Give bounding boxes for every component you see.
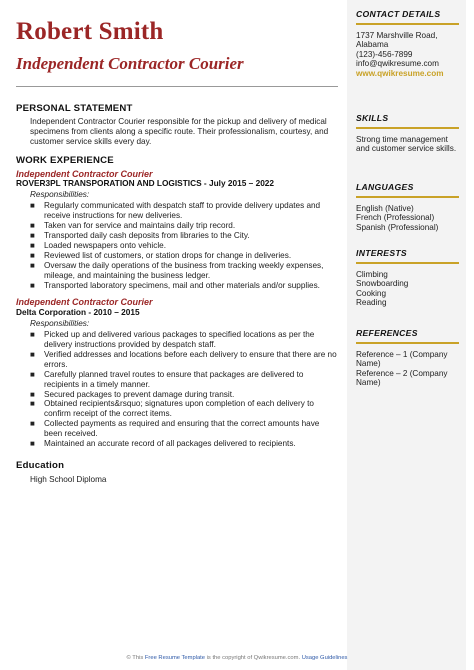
contact-address-line2: Alabama bbox=[356, 40, 389, 50]
bullet-icon: ■ bbox=[30, 419, 35, 429]
contact-email[interactable]: info@qwikresume.com bbox=[356, 59, 439, 69]
footer bbox=[0, 655, 474, 661]
duty-item: ■ Loaded newspapers onto vehicle. bbox=[30, 240, 166, 250]
contact-heading: CONTACT DETAILS bbox=[356, 10, 459, 25]
duty-item: ■ Oversaw the daily operations of the business from tracking weekly expenses, mileage, and maintaining the business ledger. bbox=[30, 260, 324, 280]
language-item: English (Native) bbox=[356, 203, 414, 213]
job-role: Independent Contractor Courier bbox=[16, 297, 153, 308]
languages-heading: LANGUAGES bbox=[356, 183, 459, 198]
bullet-icon: ■ bbox=[30, 280, 35, 290]
job-company: ROVER3PL TRANSPORATION AND LOGISTICS - July 2015 – 2022 bbox=[16, 178, 275, 189]
bullet-icon: ■ bbox=[30, 240, 35, 250]
duty-item: ■ Transported daily cash deposits from libraries to the City. bbox=[30, 230, 250, 240]
interest-item: Snowboarding bbox=[356, 279, 409, 289]
job-entry bbox=[16, 170, 338, 291]
duty-item: ■ Taken van for service and maintains daily trip record. bbox=[30, 221, 236, 231]
contact-section bbox=[356, 10, 459, 79]
bullet-icon: ■ bbox=[30, 201, 35, 211]
duty-list bbox=[16, 201, 338, 290]
duty-item: ■ Picked up and delivered various packages to specified locations as per the delivery instructions provided by despatch staff. bbox=[30, 330, 315, 350]
skills-text: Strong time management and customer service skills. bbox=[356, 134, 457, 154]
job-company: Delta Corporation - 2010 – 2015 bbox=[16, 307, 140, 318]
duty-list bbox=[16, 330, 338, 449]
skills-section bbox=[356, 114, 459, 154]
references-heading: REFERENCES bbox=[356, 329, 459, 344]
bullet-icon: ■ bbox=[30, 349, 35, 359]
duty-item: ■ Obtained recipients&rsquo; signatures upon completion of each delivery to confirm receipt of the correct items. bbox=[30, 399, 314, 419]
references-section bbox=[356, 329, 459, 388]
interest-item: Reading bbox=[356, 298, 387, 308]
job-entry bbox=[16, 298, 338, 449]
skills-heading: SKILLS bbox=[356, 114, 459, 129]
interest-item: Climbing bbox=[356, 269, 388, 279]
interest-item: Cooking bbox=[356, 288, 387, 298]
contact-phone: (123)-456-7899 bbox=[356, 49, 413, 59]
language-item: French (Professional) bbox=[356, 213, 435, 223]
reference-item: Reference – 2 (Company Name) bbox=[356, 368, 448, 388]
bullet-icon: ■ bbox=[30, 369, 35, 379]
language-item: Spanish (Professional) bbox=[356, 222, 439, 232]
free-template-link[interactable]: Free Resume Template bbox=[144, 655, 206, 661]
bullet-icon: ■ bbox=[30, 230, 35, 240]
interests-heading: INTERESTS bbox=[356, 249, 459, 264]
bullet-icon: ■ bbox=[30, 399, 35, 409]
footer-middle: is the copyright of Qwikresume.com. bbox=[205, 655, 302, 661]
duty-item: ■ Verified addresses and locations before each delivery to ensure that there are no errors. bbox=[30, 349, 337, 369]
bullet-icon: ■ bbox=[30, 389, 35, 399]
statement-heading: PERSONAL STATEMENT bbox=[16, 103, 133, 114]
statement-text: Independent Contractor Courier responsible for the pickup and delivery of medical specimens from clients along a specific route. Their professionalism, courtesy, and customer service skills every day. bbox=[30, 116, 329, 146]
usage-guidelines-link[interactable]: Usage Guidelines bbox=[301, 655, 348, 661]
languages-section bbox=[356, 183, 459, 232]
bullet-icon: ■ bbox=[30, 260, 35, 270]
duty-item: ■ Secured packages to prevent damage during transit. bbox=[30, 389, 235, 399]
interests-section bbox=[356, 249, 459, 308]
work-heading: WORK EXPERIENCE bbox=[16, 154, 114, 166]
reference-item: Reference – 1 (Company Name) bbox=[356, 349, 448, 369]
responsibilities-label: Responsibilities: bbox=[30, 319, 90, 329]
header-divider bbox=[16, 86, 338, 87]
duty-item: ■ Reviewed list of customers, or station drops for change in deliveries. bbox=[30, 250, 292, 260]
candidate-title: Independent Contractor Courier bbox=[16, 54, 244, 73]
main-column bbox=[16, 104, 338, 485]
contact-address-line1: 1737 Marshville Road, bbox=[356, 30, 438, 40]
duty-item: ■ Collected payments as required and ensuring that the correct amounts have been received. bbox=[30, 419, 320, 439]
bullet-icon: ■ bbox=[30, 439, 35, 449]
duty-item: ■ Carefully planned travel routes to ensure that packages are delivered to recipients in a timely manner. bbox=[30, 369, 304, 389]
sidebar bbox=[347, 0, 466, 670]
bullet-icon: ■ bbox=[30, 330, 35, 340]
education-item: High School Diploma bbox=[30, 474, 107, 484]
contact-website[interactable]: www.qwikresume.com bbox=[356, 68, 444, 78]
duty-item: ■ Maintained an accurate record of all packages delivered to recipients. bbox=[30, 439, 296, 449]
duty-item: ■ Transported laboratory specimens, mail and other materials and/or supplies. bbox=[30, 280, 320, 290]
duty-item: ■ Regularly communicated with despatch staff to provide delivery updates and receive instructions for new deliveries. bbox=[30, 201, 321, 221]
candidate-name: Robert Smith bbox=[16, 18, 164, 45]
responsibilities-label: Responsibilities: bbox=[30, 190, 90, 200]
job-role: Independent Contractor Courier bbox=[16, 168, 153, 179]
bullet-icon: ■ bbox=[30, 221, 35, 231]
footer-copyright: © This bbox=[126, 655, 145, 661]
education-heading: Education bbox=[16, 460, 65, 471]
bullet-icon: ■ bbox=[30, 250, 35, 260]
